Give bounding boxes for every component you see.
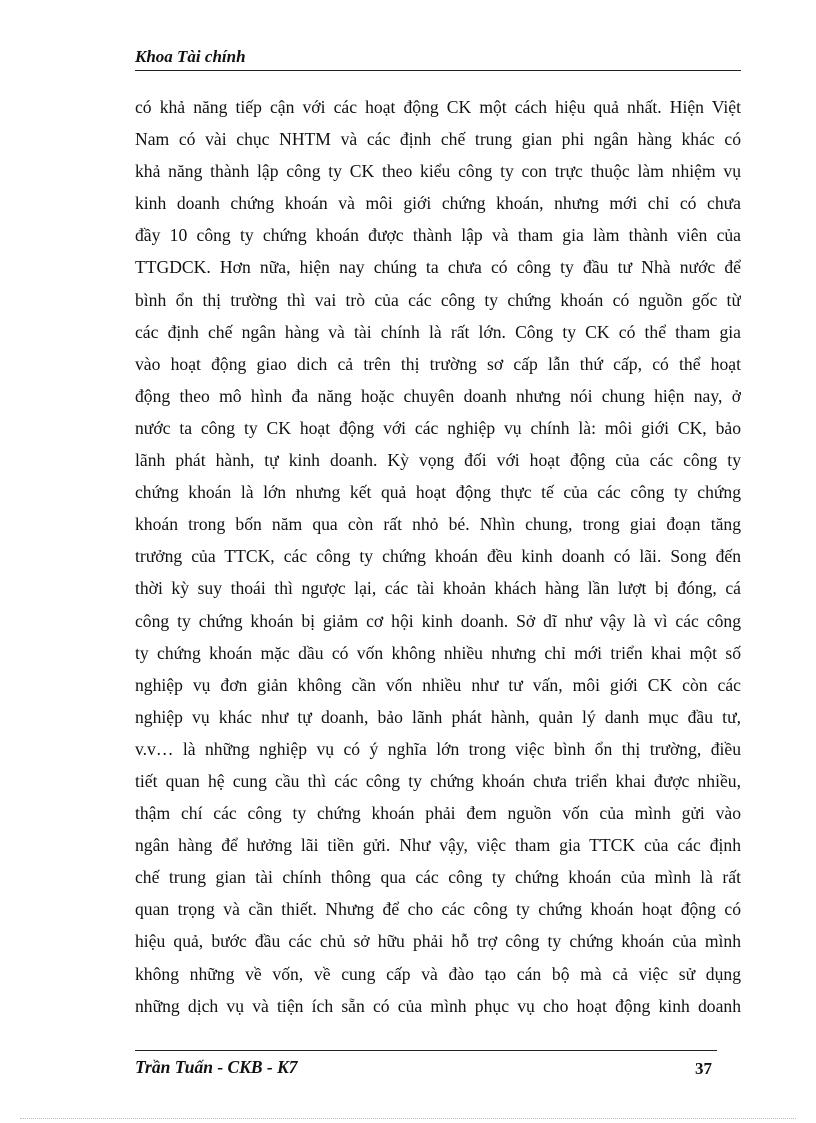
body-text-line: nghiệp vụ đơn giản không cần vốn nhiều như tư vấn, môi giới CK còn các	[135, 674, 741, 695]
body-text-line: các định chế ngân hàng và tài chính là rất lớn. Công ty CK có thể tham gia	[135, 321, 741, 342]
body-paragraph	[135, 91, 741, 1022]
body-text-line: quan trọng và cần thiết. Nhưng để cho các công ty chứng khoán hoạt động có	[135, 899, 741, 920]
footer-author: Trần Tuấn - CKB - K7	[135, 1057, 298, 1077]
body-text-line: v.v… là những nghiệp vụ có ý nghĩa lớn trong việc bình ổn thị trường, điều	[135, 738, 741, 759]
body-text-line: có khả năng tiếp cận với các hoạt động CK một cách hiệu quả nhất. Hiện Việt	[135, 97, 741, 117]
body-text-line: không những về vốn, về cung cấp và đào tạo cán bộ mà cả việc sử dụng	[135, 963, 741, 984]
page-bottom-border	[20, 1118, 796, 1119]
body-text-line: động theo mô hình đa năng hoặc chuyên doanh nhưng nói chung hiện nay, ở	[135, 385, 741, 406]
body-text-line: khả năng thành lập công ty CK theo kiểu công ty con trực thuộc làm nhiệm vụ	[135, 161, 741, 182]
body-text-line: ty chứng khoán mặc dầu có vốn không nhiều nhưng chỉ mới triển khai một số	[135, 642, 741, 663]
footer-divider	[135, 1050, 717, 1051]
body-text-line: những dịch vụ và tiện ích sẵn có của mình phục vụ cho hoạt động kinh doanh	[135, 995, 741, 1016]
page-header	[135, 46, 741, 68]
body-text-line: lãnh phát hành, tự kinh doanh. Kỳ vọng đối với hoạt động của các công ty	[135, 450, 741, 471]
body-text-line: nghiệp vụ khác như tự doanh, bảo lãnh phát hành, quản lý danh mục đầu tư,	[135, 706, 741, 727]
body-text-line: tiết quan hệ cung cầu thì các công ty chứng khoán chưa triển khai được nhiều,	[135, 770, 741, 791]
body-text-line: kinh doanh chứng khoán và môi giới chứng khoán, nhưng mới chỉ có chưa	[135, 193, 741, 214]
body-text-line: nước ta công ty CK hoạt động với các nghiệp vụ chính là: môi giới CK, bảo	[135, 417, 741, 438]
body-text-line: công ty chứng khoán bị giảm cơ hội kinh doanh. Sở dĩ như vậy là vì các công	[135, 610, 741, 631]
body-text-line: chế trung gian tài chính thông qua các công ty chứng khoán của mình là rất	[135, 867, 741, 888]
body-text-line: bình ổn thị trường thì vai trò của các công ty chứng khoán có nguồn gốc từ	[135, 289, 741, 310]
header-title: Khoa Tài chính	[135, 47, 246, 66]
body-text-line: vào hoạt động giao dich cả trên thị trường sơ cấp lẫn thứ cấp, có thể hoạt	[135, 353, 741, 374]
body-text-line: đầy 10 công ty chứng khoán được thành lập và tham gia làm thành viên của	[135, 225, 741, 246]
body-text-line: thời kỳ suy thoái thì ngược lại, các tài khoản khách hàng lần lượt bị đóng, cá	[135, 578, 741, 599]
header-divider	[135, 70, 741, 71]
body-text-line: khoán trong bốn năm qua còn rất nhỏ bé. Nhìn chung, trong giai đoạn tăng	[135, 514, 741, 535]
body-text-line: thậm chí các công ty chứng khoán phải đem nguồn vốn của mình gửi vào	[135, 803, 741, 824]
body-text-line: chứng khoán là lớn nhưng kết quả hoạt động thực tế của các công ty chứng	[135, 482, 741, 503]
body-text-line: hiệu quả, bước đầu các chủ sở hữu phải hỗ trợ công ty chứng khoán của mình	[135, 931, 741, 952]
page-number: 37	[695, 1059, 712, 1078]
body-text-line: TTGDCK. Hơn nữa, hiện nay chúng ta chưa có công ty đầu tư Nhà nước để	[135, 257, 741, 278]
body-text-line: trưởng của TTCK, các công ty chứng khoán đều kinh doanh có lãi. Song đến	[135, 546, 741, 567]
body-text-line: ngân hàng để hưởng lãi tiền gửi. Như vậy, việc tham gia TTCK của các định	[135, 835, 741, 856]
body-text-line: Nam có vài chục NHTM và các định chế trung gian phi ngân hàng khác có	[135, 129, 741, 150]
